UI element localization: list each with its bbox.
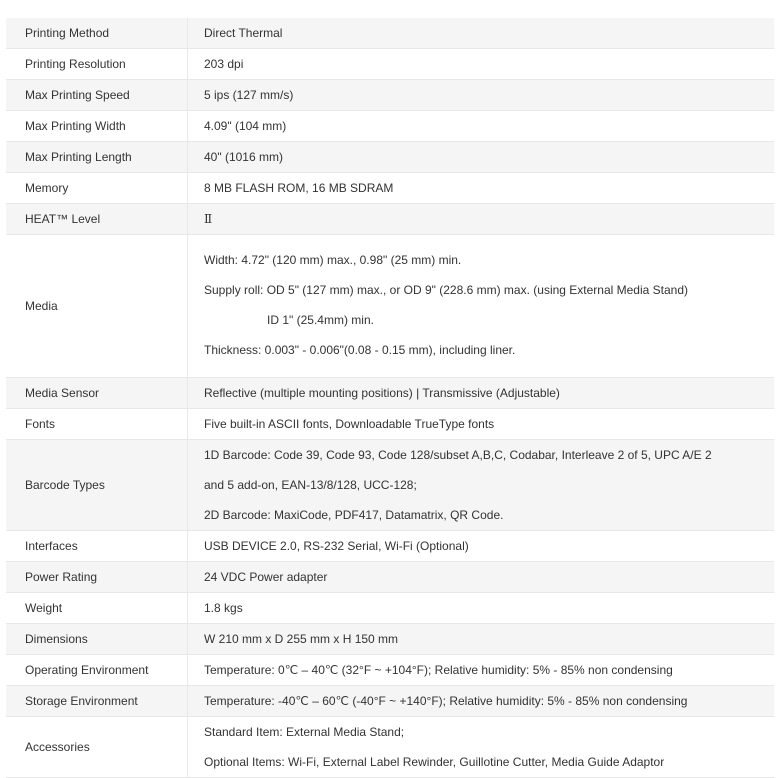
spec-row-interfaces xyxy=(6,531,774,562)
spec-value-line: 1D Barcode: Code 39, Code 93, Code 128/subset A,B,C, Codabar, Interleave 2 of 5, UPC A/E 2 xyxy=(204,448,712,462)
spec-table xyxy=(6,18,774,778)
spec-row-accessories xyxy=(6,717,774,778)
spec-value xyxy=(188,378,775,409)
spec-value-line: Direct Thermal xyxy=(204,26,283,40)
spec-value xyxy=(188,562,775,593)
spec-row-max-printing-length xyxy=(6,142,774,173)
spec-row-max-printing-width xyxy=(6,111,774,142)
spec-value-line: Supply roll: OD 5" (127 mm) max., or OD 9" (228.6 mm) max. (using External Media Stand) xyxy=(204,283,689,297)
spec-row-dimensions xyxy=(6,624,774,655)
spec-row-heat-level xyxy=(6,204,774,235)
spec-value-line: Reflective (multiple mounting positions) | Transmissive (Adjustable) xyxy=(204,386,560,400)
spec-label: Memory xyxy=(6,173,188,204)
spec-label: Media xyxy=(6,235,188,378)
spec-value-line: ID 1" (25.4mm) min. xyxy=(267,313,374,327)
spec-value-line: Five built-in ASCII fonts, Downloadable TrueType fonts xyxy=(204,417,495,431)
spec-value-line: USB DEVICE 2.0, RS-232 Serial, Wi-Fi (Optional) xyxy=(204,539,469,553)
spec-value xyxy=(188,686,775,717)
spec-label: Operating Environment xyxy=(6,655,188,686)
spec-value xyxy=(188,409,775,440)
spec-label: Media Sensor xyxy=(6,378,188,409)
spec-label: Interfaces xyxy=(6,531,188,562)
spec-value-line: 1.8 kgs xyxy=(204,601,243,615)
spec-value-line: 4.09" (104 mm) xyxy=(204,119,287,133)
spec-value-line: Temperature: -40℃ – 60℃ (-40°F ~ +140°F); Relative humidity: 5% - 85% non condensing xyxy=(204,694,688,708)
spec-row-storage-environment xyxy=(6,686,774,717)
spec-row-printing-method xyxy=(6,18,774,49)
spec-value-line: 40" (1016 mm) xyxy=(204,150,283,164)
spec-label: Max Printing Length xyxy=(6,142,188,173)
spec-value-line: Temperature: 0℃ – 40℃ (32°F ~ +104°F); Relative humidity: 5% - 85% non condensing xyxy=(204,663,673,677)
spec-value xyxy=(188,111,775,142)
spec-value xyxy=(188,142,775,173)
spec-label: Barcode Types xyxy=(6,440,188,531)
spec-value-line: 2D Barcode: MaxiCode, PDF417, Datamatrix, QR Code. xyxy=(204,508,504,522)
spec-value-line: Ⅱ xyxy=(204,212,213,226)
spec-value-line: 203 dpi xyxy=(204,57,244,71)
spec-value xyxy=(188,655,775,686)
spec-row-printing-resolution xyxy=(6,49,774,80)
spec-label: Accessories xyxy=(6,717,188,778)
spec-label: Printing Method xyxy=(6,18,188,49)
spec-label: Max Printing Width xyxy=(6,111,188,142)
spec-value xyxy=(188,173,775,204)
spec-row-power-rating xyxy=(6,562,774,593)
spec-value xyxy=(188,18,775,49)
spec-value xyxy=(188,235,775,378)
spec-value-line: Width: 4.72" (120 mm) max., 0.98" (25 mm) min. xyxy=(204,253,462,267)
spec-value xyxy=(188,80,775,111)
spec-value-line: 5 ips (127 mm/s) xyxy=(204,88,294,102)
spec-label: Weight xyxy=(6,593,188,624)
spec-row-memory xyxy=(6,173,774,204)
spec-label: Max Printing Speed xyxy=(6,80,188,111)
spec-label: Dimensions xyxy=(6,624,188,655)
spec-value-line: 24 VDC Power adapter xyxy=(204,570,328,584)
spec-value xyxy=(188,204,775,235)
spec-row-media xyxy=(6,235,774,378)
spec-row-barcode-types xyxy=(6,440,774,531)
spec-value xyxy=(188,531,775,562)
spec-label: Storage Environment xyxy=(6,686,188,717)
spec-row-media-sensor xyxy=(6,378,774,409)
spec-row-weight xyxy=(6,593,774,624)
spec-table-body xyxy=(6,18,774,778)
spec-value xyxy=(188,624,775,655)
spec-value-line: 8 MB FLASH ROM, 16 MB SDRAM xyxy=(204,181,394,195)
spec-label: Printing Resolution xyxy=(6,49,188,80)
spec-value xyxy=(188,49,775,80)
spec-value-line: W 210 mm x D 255 mm x H 150 mm xyxy=(204,632,399,646)
spec-label: Fonts xyxy=(6,409,188,440)
spec-row-fonts xyxy=(6,409,774,440)
spec-value xyxy=(188,593,775,624)
spec-value xyxy=(188,440,775,531)
spec-row-max-printing-speed xyxy=(6,80,774,111)
spec-label: Power Rating xyxy=(6,562,188,593)
spec-label: HEAT™ Level xyxy=(6,204,188,235)
spec-value-line: Standard Item: External Media Stand; xyxy=(204,725,405,739)
spec-row-operating-environment xyxy=(6,655,774,686)
spec-value-line: and 5 add-on, EAN-13/8/128, UCC-128; xyxy=(204,478,417,492)
spec-value xyxy=(188,717,775,778)
spec-value-line: Optional Items: Wi-Fi, External Label Rewinder, Guillotine Cutter, Media Guide Adaptor xyxy=(204,755,665,769)
spec-value-line: Thickness: 0.003" - 0.006"(0.08 - 0.15 mm), including liner. xyxy=(204,343,516,357)
